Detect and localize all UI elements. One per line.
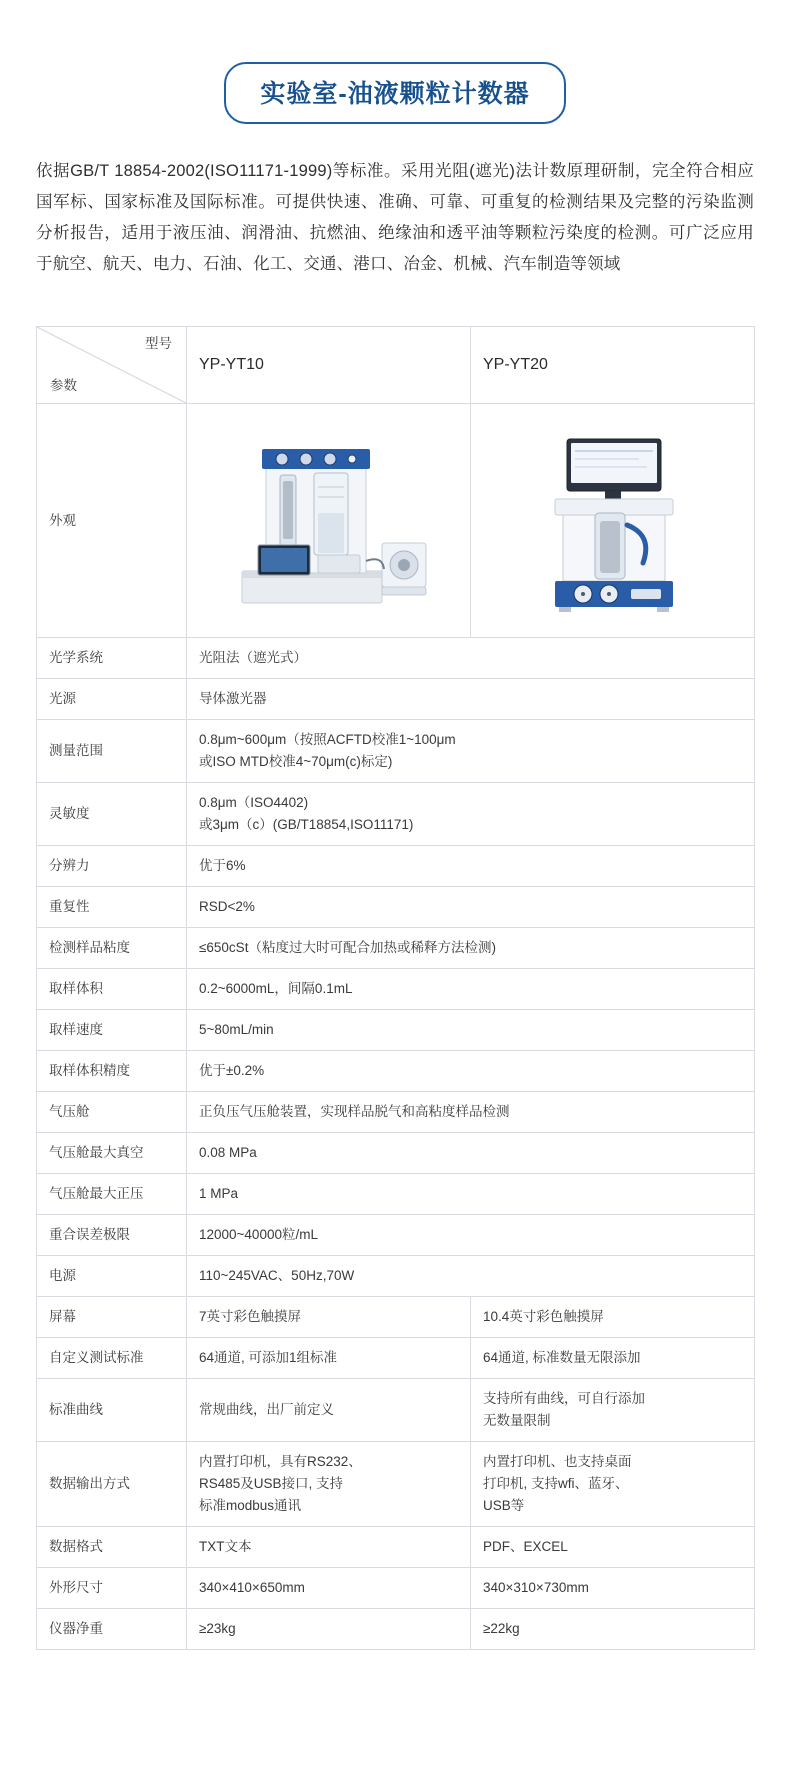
row-value-line-1: 0.8μm（ISO4402) xyxy=(199,795,309,810)
row-label: 光源 xyxy=(37,679,187,720)
row-value-line-1: 内置打印机、也支持桌面 xyxy=(483,1454,632,1469)
table-row-optical-system xyxy=(37,638,755,679)
table-row-max-pressure xyxy=(37,1174,755,1215)
row-value: 5~80mL/min xyxy=(187,1010,755,1051)
row-value-line-2: 或ISO MTD校准4~70μm(c)标定) xyxy=(199,754,393,769)
row-value-line-2: 无数量限制 xyxy=(483,1413,551,1428)
title-section xyxy=(36,0,754,130)
row-value: 0.08 MPa xyxy=(187,1133,755,1174)
row-value-yt10 xyxy=(187,1442,471,1527)
row-label: 重复性 xyxy=(37,887,187,928)
row-value: 110~245VAC、50Hz,70W xyxy=(187,1256,755,1297)
row-value-yt20 xyxy=(471,1379,755,1442)
row-label: 取样体积 xyxy=(37,969,187,1010)
device-yt10-photo xyxy=(199,414,458,627)
table-row-volume-accuracy xyxy=(37,1051,755,1092)
table-row-max-vacuum xyxy=(37,1133,755,1174)
table-row-measuring-range xyxy=(37,720,755,783)
row-value: 光阻法（遮光式） xyxy=(187,638,755,679)
row-label: 取样速度 xyxy=(37,1010,187,1051)
table-header-row xyxy=(37,327,755,404)
row-label: 数据输出方式 xyxy=(37,1442,187,1527)
row-label: 测量范围 xyxy=(37,720,187,783)
specification-table xyxy=(36,326,755,1650)
row-label: 重合误差极限 xyxy=(37,1215,187,1256)
row-value: 正负压气压舱装置，实现样品脱气和高粘度样品检测 xyxy=(187,1092,755,1133)
row-label: 分辨力 xyxy=(37,846,187,887)
device-image-yt10 xyxy=(187,404,471,638)
row-value-line-3: USB等 xyxy=(483,1498,525,1513)
row-value: 优于±0.2% xyxy=(187,1051,755,1092)
row-value-yt20 xyxy=(471,1442,755,1527)
row-label: 仪器净重 xyxy=(37,1609,187,1650)
row-value-line-2: 打印机, 支持wfi、蓝牙、 xyxy=(483,1476,629,1491)
row-label: 屏幕 xyxy=(37,1297,187,1338)
row-value-line-1: 支持所有曲线，可自行添加 xyxy=(483,1391,645,1406)
table-row-sensitivity xyxy=(37,783,755,846)
table-row-data-output xyxy=(37,1442,755,1527)
row-value-yt10: ≥23kg xyxy=(187,1609,471,1650)
row-value-line-3: 标准modbus通讯 xyxy=(199,1498,302,1513)
table-row-dimensions xyxy=(37,1568,755,1609)
row-value-line-1: 内置打印机，具有RS232、 xyxy=(199,1454,362,1469)
device-image-yt20 xyxy=(471,404,755,638)
row-value-yt10: 常规曲线，出厂前定义 xyxy=(187,1379,471,1442)
row-value-yt10: TXT文本 xyxy=(187,1527,471,1568)
row-value-yt10: 7英寸彩色触摸屏 xyxy=(187,1297,471,1338)
table-row-light-source xyxy=(37,679,755,720)
table-row-sampling-volume xyxy=(37,969,755,1010)
device-yt20-photo xyxy=(483,414,742,627)
table-row-data-format xyxy=(37,1527,755,1568)
row-value: 0.2~6000mL，间隔0.1mL xyxy=(187,969,755,1010)
table-row-sample-viscosity xyxy=(37,928,755,969)
row-label: 气压舱最大正压 xyxy=(37,1174,187,1215)
row-label: 气压舱最大真空 xyxy=(37,1133,187,1174)
row-label: 检测样品粘度 xyxy=(37,928,187,969)
row-value-yt10: 340×410×650mm xyxy=(187,1568,471,1609)
row-value-yt20: 340×310×730mm xyxy=(471,1568,755,1609)
row-value-line-2: RS485及USB接口, 支持 xyxy=(199,1476,344,1491)
table-row-power-supply xyxy=(37,1256,755,1297)
column-header-yt20: YP-YT20 xyxy=(471,327,755,404)
table-row-pressure-chamber xyxy=(37,1092,755,1133)
row-value: 1 MPa xyxy=(187,1174,755,1215)
row-value xyxy=(187,783,755,846)
intro-paragraph: 依据GB/T 18854-2002(ISO11171-1999)等标准。采用光阻(遮光)法计数原理研制，完全符合相应国军标、国家标准及国际标准。可提供快速、准确、可靠、可重复的检测结果及完整的污染监测分析报告，适用于液压油、润滑油、抗燃油、绝缘油和透平油等颗粒污染度的检测。可广泛应用于航空、航天、电力、石油、化工、交通、港口、冶金、机械、汽车制造等领域 xyxy=(36,162,754,273)
row-value-line-2: 或3μm（c）(GB/T18854,ISO11171) xyxy=(199,817,414,832)
column-header-yt10: YP-YT10 xyxy=(187,327,471,404)
row-label: 电源 xyxy=(37,1256,187,1297)
table-row-resolution xyxy=(37,846,755,887)
row-value-yt20: ≥22kg xyxy=(471,1609,755,1650)
row-label: 气压舱 xyxy=(37,1092,187,1133)
table-row-standard-curve xyxy=(37,1379,755,1442)
row-value-yt20: PDF、EXCEL xyxy=(471,1527,755,1568)
row-value-line-1: 0.8μm~600μm（按照ACFTD校准1~100μm xyxy=(199,732,456,747)
corner-model-label: 型号 xyxy=(145,336,172,351)
row-label: 自定义测试标准 xyxy=(37,1338,187,1379)
table-corner-cell xyxy=(37,327,187,404)
row-value xyxy=(187,720,755,783)
row-label: 光学系统 xyxy=(37,638,187,679)
table-row-coincidence-error xyxy=(37,1215,755,1256)
corner-param-label: 参数 xyxy=(50,378,77,393)
row-label: 灵敏度 xyxy=(37,783,187,846)
row-value-yt10: 64通道, 可添加1组标准 xyxy=(187,1338,471,1379)
table-row-net-weight xyxy=(37,1609,755,1650)
device-yt20-illustration xyxy=(513,421,713,621)
table-row-sampling-speed xyxy=(37,1010,755,1051)
row-value: 导体激光器 xyxy=(187,679,755,720)
row-value-yt20: 10.4英寸彩色触摸屏 xyxy=(471,1297,755,1338)
row-label: 取样体积精度 xyxy=(37,1051,187,1092)
row-value: RSD<2% xyxy=(187,887,755,928)
row-value: ≤650cSt（粘度过大时可配合加热或稀释方法检测) xyxy=(187,928,755,969)
row-label: 数据格式 xyxy=(37,1527,187,1568)
table-row-screen xyxy=(37,1297,755,1338)
device-yt10-illustration xyxy=(214,421,444,621)
row-label: 标准曲线 xyxy=(37,1379,187,1442)
row-label: 外形尺寸 xyxy=(37,1568,187,1609)
table-row-appearance xyxy=(37,404,755,638)
row-label: 外观 xyxy=(37,404,187,638)
row-value: 12000~40000粒/mL xyxy=(187,1215,755,1256)
table-row-repeatability xyxy=(37,887,755,928)
row-value-yt20: 64通道, 标准数量无限添加 xyxy=(471,1338,755,1379)
row-value: 优于6% xyxy=(187,846,755,887)
page-title: 实验室-油液颗粒计数器 xyxy=(224,62,565,124)
table-row-custom-standard xyxy=(37,1338,755,1379)
